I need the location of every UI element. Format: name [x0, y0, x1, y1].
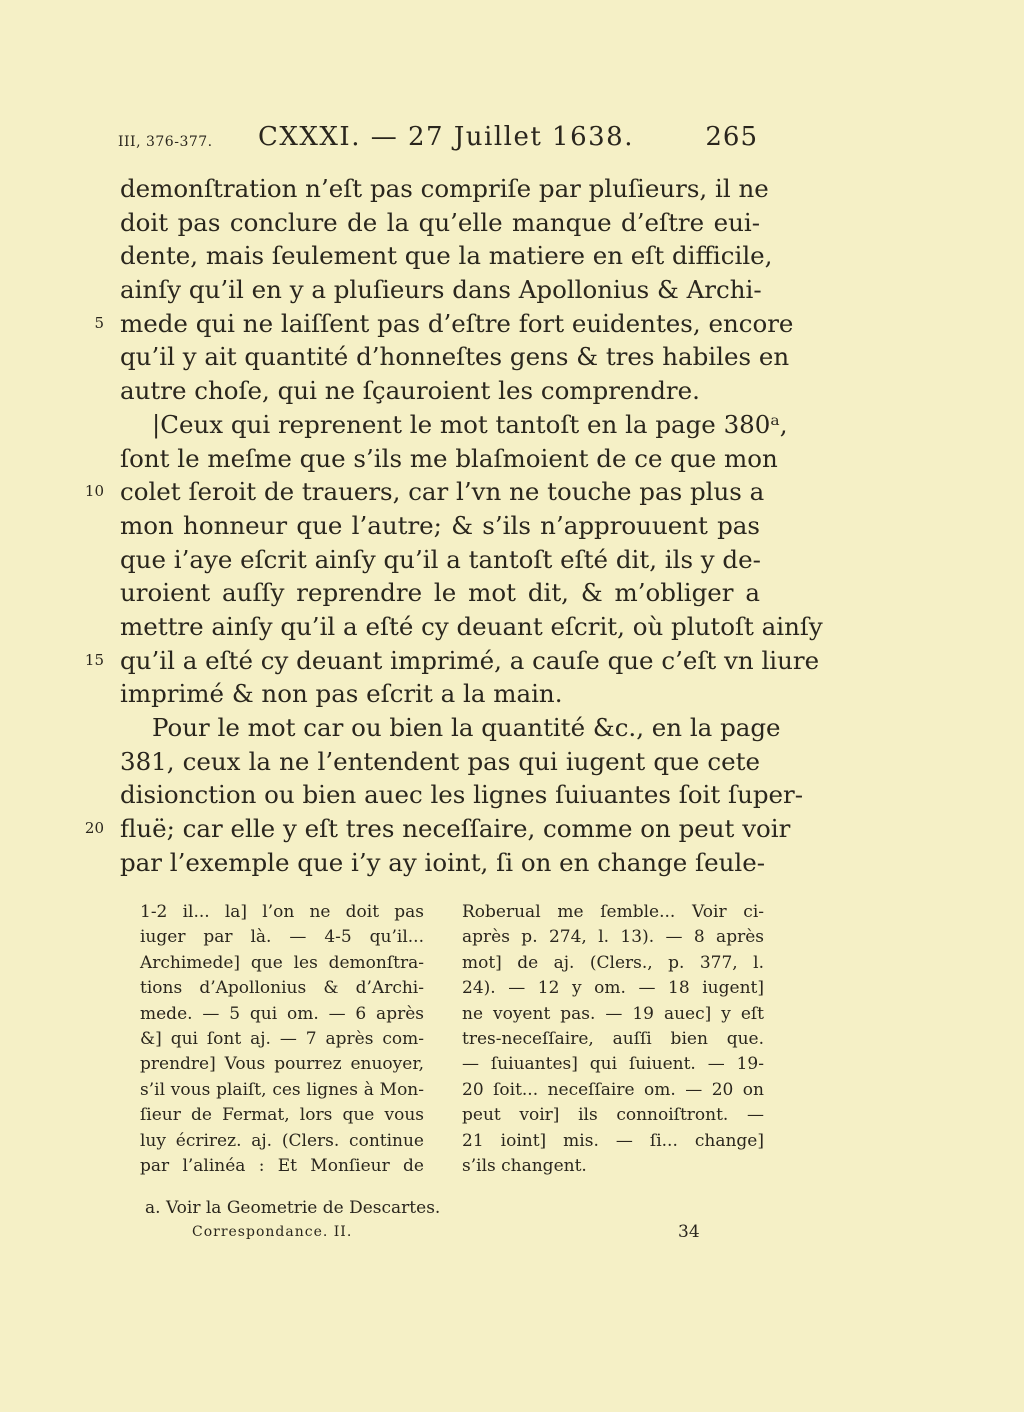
text-line: [84, 475, 765, 509]
text-line: [120, 576, 760, 610]
line-text: |Ceux qui reprenent le mot tantoſt en la page 380ᵃ,: [152, 409, 788, 439]
letter-heading: CXXXI. — 27 Juillet 1638.: [258, 122, 634, 152]
line-text: mettre ainſy qu’il a eſté cy deuant eſcrit, où plutoſt ainſy: [120, 611, 823, 641]
text-line: [120, 677, 760, 711]
text-line: [120, 408, 788, 442]
note-line: &] qui ſont aj. — 7 après com-: [140, 1028, 424, 1049]
page-number: 265: [705, 122, 758, 152]
line-text: que i’aye eſcrit ainſy qu’il a tantoſt eſté dit, ils y de-: [120, 544, 761, 574]
line-text: demonſtration n’eſt pas compriſe par pluſieurs, il ne: [120, 174, 769, 203]
note-line: Roberual me ſemble... Voir ci-: [462, 902, 764, 922]
note-line: ne voyent pas. — 19 auec] y eſt: [462, 1003, 764, 1024]
line-text: disionction ou bien auec les lignes ſuiuantes ſoit ſuper-: [120, 780, 804, 810]
line-text: 381, ceux la ne l’entendent pas qui iugent que cete: [120, 746, 760, 776]
text-line: [120, 172, 769, 206]
line-text: qu’il a eſté cy deuant imprimé, a cauſe que c’eſt vn liure: [120, 645, 820, 675]
main-text: [84, 172, 823, 879]
line-text: imprimé & non pas eſcrit a la main.: [120, 679, 563, 709]
note-line: prendre] Vous pourrez enuoyer,: [140, 1054, 424, 1075]
line-text: colet ſeroit de trauers, car l’vn ne touche pas plus a: [120, 477, 765, 507]
sheet-number: 34: [678, 1222, 700, 1242]
note-line: s’ils changent.: [462, 1155, 587, 1176]
volume-reference: III, 376-377.: [118, 134, 213, 150]
line-text: doit pas conclure de la qu’elle manque d’eſtre eui-: [120, 207, 760, 237]
note-line: par l’alinéa : Et Monſieur de: [140, 1155, 424, 1176]
note-line: s’il vous plaiſt, ces lignes à Mon-: [140, 1079, 424, 1100]
note-line: 24). — 12 y om. — 18 iugent]: [462, 978, 764, 999]
text-line: [120, 711, 781, 745]
note-line: Archimede] que les demonſtra-: [140, 952, 424, 973]
notes-column-right: [462, 900, 764, 1179]
line-text: ſont le meſme que s’ils me blaſmoient de ce que mon: [120, 443, 778, 473]
text-line: [84, 644, 820, 678]
text-line: [120, 610, 823, 644]
text-line: [120, 239, 773, 273]
note-line: tres-neceſſaire, auſſi bien que.: [462, 1028, 764, 1049]
critical-apparatus: [140, 900, 766, 1190]
text-line: [120, 509, 760, 543]
note-line: après p. 274, l. 13). — 8 après: [462, 927, 764, 948]
running-header: [118, 122, 758, 162]
line-text: Pour le mot car ou bien la quantité &c., en la page: [152, 713, 781, 742]
note-line: 1-2 il... la] l’on ne doit pas: [140, 902, 424, 922]
line-text: ainſy qu’il en y a pluſieurs dans Apollonius & Archi-: [120, 275, 762, 305]
line-text: dente, mais ſeulement que la matiere en eſt difficile,: [120, 241, 773, 271]
note-line: peut voir] ils connoiſtront. —: [462, 1105, 764, 1126]
line-text: mede qui ne laiſſent pas d’eſtre fort euidentes, encore: [120, 308, 794, 338]
note-line: 20 ſoit... neceſſaire om. — 20 on: [462, 1079, 764, 1100]
text-line: [84, 812, 791, 846]
note-line: iuger par là. — 4-5 qu’il...: [140, 927, 424, 948]
line-number: 5: [94, 313, 104, 332]
text-line: [120, 846, 766, 880]
text-line: [120, 543, 760, 577]
note-line: ſieur de Fermat, lors que vous: [140, 1105, 424, 1126]
notes-column-left: [140, 900, 424, 1179]
text-line: [120, 374, 760, 408]
line-text: fluë; car elle y eſt tres neceſſaire, comme on peut voir: [120, 814, 791, 844]
text-line: [120, 273, 760, 307]
note-line: luy écrirez. aj. (Clers. continue: [140, 1130, 424, 1151]
note-line: 21 ioint] mis. — ſi... change]: [462, 1130, 764, 1151]
text-line: [120, 745, 760, 779]
text-line: [120, 206, 760, 240]
footnote: a. Voir la Geometrie de Descartes.: [145, 1198, 441, 1218]
note-line: tions d’Apollonius & d’Archi-: [140, 978, 424, 999]
text-line: [120, 778, 804, 812]
line-number: 15: [84, 650, 104, 669]
line-text: qu’il y ait quantité d’honneſtes gens & tres habiles en: [120, 342, 790, 372]
line-text: uroient auſſy reprendre le mot dit, & m’obliger a: [120, 578, 760, 608]
text-line: [94, 307, 794, 341]
signature-mark: Correspondance. II.: [192, 1224, 353, 1240]
line-number: 10: [84, 482, 104, 501]
line-text: mon honneur que l’autre; & s’ils n’approuuent pas: [120, 510, 760, 540]
line-text: autre choſe, qui ne ſçauroient les comprendre.: [120, 376, 700, 406]
note-line: — ſuiuantes] qui ſuiuent. — 19-: [462, 1054, 764, 1075]
note-line: mede. — 5 qui om. — 6 après: [140, 1003, 424, 1024]
line-number: 20: [84, 819, 104, 838]
text-line: [120, 442, 778, 476]
line-text: par l’exemple que i’y ay ioint, ſi on en change ſeule-: [120, 847, 766, 877]
text-line: [120, 340, 790, 374]
note-line: mot] de aj. (Clers., p. 377, l.: [462, 952, 764, 973]
